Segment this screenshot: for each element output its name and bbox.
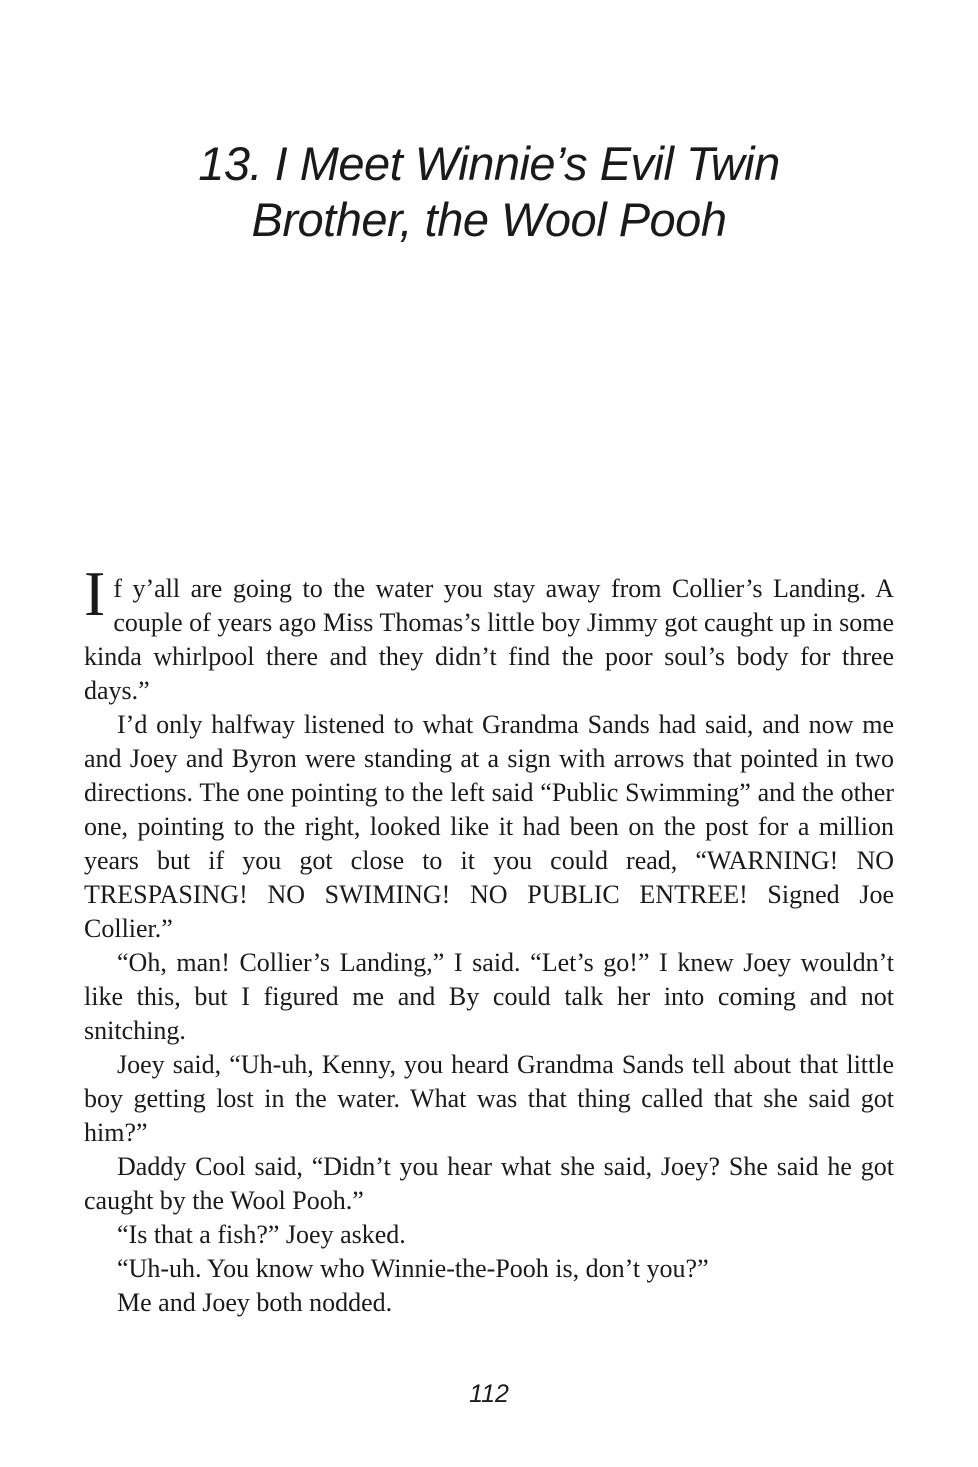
chapter-body xyxy=(84,532,894,1320)
paragraph-2: I’d only halfway listened to what Grandma Sands had said, and now me and Joey and Byron were standing at a sign with arrows that pointed in two directions. The one pointing to the left said “Public Swimming” and the other one, pointing to the right, looked like it had been on the post for a million years but if you got close to it you could read, “WARNING! NO TRESPASING! NO SWIMING! NO PUBLIC ENTREE! Signed Joe Collier.” xyxy=(84,710,894,943)
paragraph-6: “Is that a fish?” Joey asked. xyxy=(117,1220,406,1249)
chapter-title-line-2: Brother, the Wool Pooh xyxy=(251,193,727,246)
paragraph-7: “Uh-uh. You know who Winnie-the-Pooh is, don’t you?” xyxy=(117,1254,709,1283)
chapter-title xyxy=(0,136,978,248)
paragraph-5: Daddy Cool said, “Didn’t you hear what she said, Joey? She said he got caught by the Wool Pooh.” xyxy=(84,1152,894,1215)
paragraph-8: Me and Joey both nodded. xyxy=(117,1288,393,1317)
paragraph-1-text: f y’all are going to the water you stay away from Collier’s Landing. A couple of years ago Miss Thomas’s little boy Jimmy got caught up in some kinda whirlpool there and they didn’t find the poor soul’s body for three days.” xyxy=(84,574,894,705)
paragraph-4: Joey said, “Uh-uh, Kenny, you heard Grandma Sands tell about that little boy getting lost in the water. What was that thing called that she said got him?” xyxy=(84,1050,894,1147)
paragraph-1 xyxy=(84,558,894,708)
page-number: 112 xyxy=(469,1380,509,1408)
paragraph-3: “Oh, man! Collier’s Landing,” I said. “Let’s go!” I knew Joey wouldn’t like this, but I figured me and By could talk her into coming and not snitching. xyxy=(84,948,894,1045)
drop-cap: I xyxy=(84,558,106,629)
chapter-title-line-1: 13. I Meet Winnie’s Evil Twin xyxy=(198,137,780,190)
